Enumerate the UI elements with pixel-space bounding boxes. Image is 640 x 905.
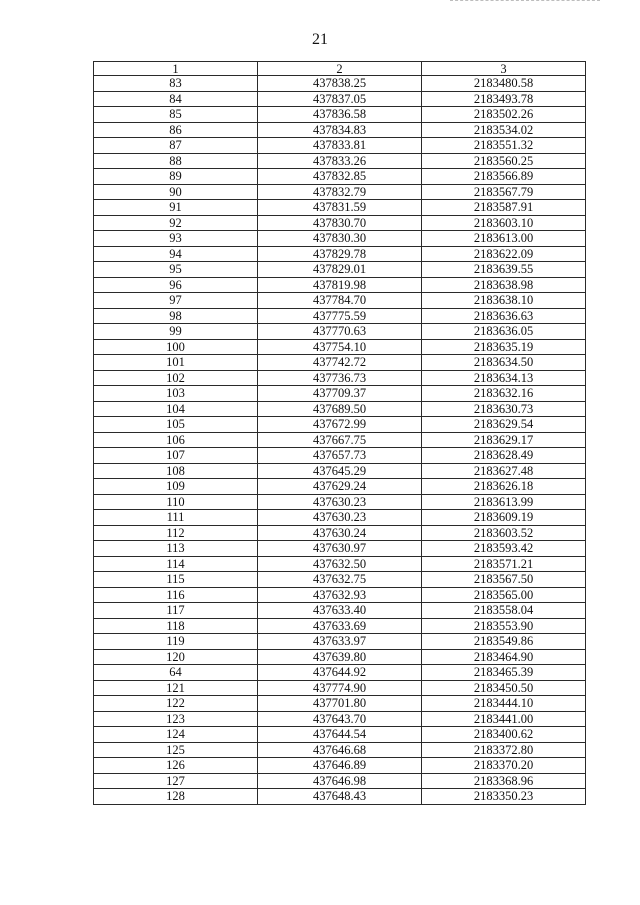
cell-point-number: 109 [94, 479, 258, 495]
cell-point-number: 86 [94, 122, 258, 138]
table-row [94, 742, 586, 758]
cell-point-number: 103 [94, 386, 258, 402]
cell-y-coordinate: 2183553.90 [422, 618, 586, 634]
table-row [94, 138, 586, 154]
table-row [94, 541, 586, 557]
table-row [94, 618, 586, 634]
cell-point-number: 104 [94, 401, 258, 417]
cell-y-coordinate: 2183622.09 [422, 246, 586, 262]
scan-artifact-line [450, 0, 600, 3]
cell-point-number: 121 [94, 680, 258, 696]
cell-x-coordinate: 437645.29 [258, 463, 422, 479]
cell-y-coordinate: 2183400.62 [422, 727, 586, 743]
cell-x-coordinate: 437630.23 [258, 494, 422, 510]
cell-y-coordinate: 2183634.50 [422, 355, 586, 371]
cell-y-coordinate: 2183558.04 [422, 603, 586, 619]
table-row [94, 153, 586, 169]
table-row [94, 417, 586, 433]
cell-x-coordinate: 437784.70 [258, 293, 422, 309]
cell-y-coordinate: 2183444.10 [422, 696, 586, 712]
cell-x-coordinate: 437646.89 [258, 758, 422, 774]
table-row [94, 293, 586, 309]
cell-point-number: 106 [94, 432, 258, 448]
cell-y-coordinate: 2183635.19 [422, 339, 586, 355]
cell-x-coordinate: 437644.92 [258, 665, 422, 681]
table-row [94, 432, 586, 448]
cell-y-coordinate: 2183464.90 [422, 649, 586, 665]
cell-y-coordinate: 2183613.00 [422, 231, 586, 247]
table-row [94, 510, 586, 526]
cell-x-coordinate: 437770.63 [258, 324, 422, 340]
cell-y-coordinate: 2183638.10 [422, 293, 586, 309]
cell-point-number: 85 [94, 107, 258, 123]
cell-point-number: 113 [94, 541, 258, 557]
cell-y-coordinate: 2183567.79 [422, 184, 586, 200]
cell-point-number: 125 [94, 742, 258, 758]
table-row [94, 494, 586, 510]
cell-x-coordinate: 437830.30 [258, 231, 422, 247]
cell-point-number: 112 [94, 525, 258, 541]
cell-y-coordinate: 2183629.17 [422, 432, 586, 448]
table-row [94, 76, 586, 92]
cell-y-coordinate: 2183628.49 [422, 448, 586, 464]
cell-point-number: 91 [94, 200, 258, 216]
cell-y-coordinate: 2183465.39 [422, 665, 586, 681]
cell-y-coordinate: 2183639.55 [422, 262, 586, 278]
cell-x-coordinate: 437630.97 [258, 541, 422, 557]
cell-y-coordinate: 2183630.73 [422, 401, 586, 417]
cell-x-coordinate: 437819.98 [258, 277, 422, 293]
cell-y-coordinate: 2183609.19 [422, 510, 586, 526]
cell-point-number: 126 [94, 758, 258, 774]
cell-x-coordinate: 437834.83 [258, 122, 422, 138]
cell-x-coordinate: 437646.98 [258, 773, 422, 789]
cell-point-number: 90 [94, 184, 258, 200]
cell-point-number: 96 [94, 277, 258, 293]
table-row [94, 339, 586, 355]
cell-point-number: 101 [94, 355, 258, 371]
cell-y-coordinate: 2183636.05 [422, 324, 586, 340]
table-row [94, 262, 586, 278]
cell-point-number: 117 [94, 603, 258, 619]
cell-x-coordinate: 437829.01 [258, 262, 422, 278]
cell-x-coordinate: 437832.85 [258, 169, 422, 185]
cell-x-coordinate: 437644.54 [258, 727, 422, 743]
cell-x-coordinate: 437837.05 [258, 91, 422, 107]
cell-x-coordinate: 437833.26 [258, 153, 422, 169]
table-row [94, 200, 586, 216]
cell-point-number: 128 [94, 789, 258, 805]
cell-y-coordinate: 2183372.80 [422, 742, 586, 758]
column-header-x: 2 [258, 62, 422, 76]
cell-point-number: 94 [94, 246, 258, 262]
cell-x-coordinate: 437832.79 [258, 184, 422, 200]
table-row [94, 727, 586, 743]
table-row [94, 184, 586, 200]
cell-y-coordinate: 2183549.86 [422, 634, 586, 650]
cell-x-coordinate: 437639.80 [258, 649, 422, 665]
cell-x-coordinate: 437829.78 [258, 246, 422, 262]
cell-x-coordinate: 437689.50 [258, 401, 422, 417]
table-row [94, 448, 586, 464]
table-row [94, 463, 586, 479]
cell-y-coordinate: 2183560.25 [422, 153, 586, 169]
table-row [94, 711, 586, 727]
table-row [94, 370, 586, 386]
table-row [94, 386, 586, 402]
cell-y-coordinate: 2183493.78 [422, 91, 586, 107]
table-row [94, 696, 586, 712]
cell-point-number: 84 [94, 91, 258, 107]
cell-point-number: 118 [94, 618, 258, 634]
table-row [94, 308, 586, 324]
cell-x-coordinate: 437630.24 [258, 525, 422, 541]
cell-y-coordinate: 2183626.18 [422, 479, 586, 495]
cell-x-coordinate: 437672.99 [258, 417, 422, 433]
cell-x-coordinate: 437754.10 [258, 339, 422, 355]
cell-point-number: 110 [94, 494, 258, 510]
table-header-row [94, 62, 586, 76]
table-row [94, 246, 586, 262]
cell-point-number: 124 [94, 727, 258, 743]
cell-x-coordinate: 437742.72 [258, 355, 422, 371]
cell-point-number: 116 [94, 587, 258, 603]
cell-point-number: 123 [94, 711, 258, 727]
cell-x-coordinate: 437632.93 [258, 587, 422, 603]
cell-x-coordinate: 437701.80 [258, 696, 422, 712]
table-row [94, 215, 586, 231]
cell-point-number: 89 [94, 169, 258, 185]
cell-point-number: 120 [94, 649, 258, 665]
table-row [94, 603, 586, 619]
cell-y-coordinate: 2183441.00 [422, 711, 586, 727]
cell-y-coordinate: 2183368.96 [422, 773, 586, 789]
cell-y-coordinate: 2183567.50 [422, 572, 586, 588]
cell-y-coordinate: 2183632.16 [422, 386, 586, 402]
table-row [94, 231, 586, 247]
table-row [94, 587, 586, 603]
cell-y-coordinate: 2183587.91 [422, 200, 586, 216]
table-row [94, 277, 586, 293]
cell-y-coordinate: 2183638.98 [422, 277, 586, 293]
table-row [94, 556, 586, 572]
cell-x-coordinate: 437831.59 [258, 200, 422, 216]
cell-point-number: 93 [94, 231, 258, 247]
cell-point-number: 119 [94, 634, 258, 650]
coordinates-table [93, 61, 586, 805]
cell-x-coordinate: 437643.70 [258, 711, 422, 727]
cell-point-number: 105 [94, 417, 258, 433]
cell-point-number: 99 [94, 324, 258, 340]
table-row [94, 634, 586, 650]
cell-y-coordinate: 2183593.42 [422, 541, 586, 557]
cell-point-number: 98 [94, 308, 258, 324]
cell-point-number: 83 [94, 76, 258, 92]
cell-y-coordinate: 2183450.50 [422, 680, 586, 696]
cell-x-coordinate: 437632.75 [258, 572, 422, 588]
cell-x-coordinate: 437632.50 [258, 556, 422, 572]
cell-y-coordinate: 2183603.52 [422, 525, 586, 541]
cell-point-number: 108 [94, 463, 258, 479]
table-row [94, 355, 586, 371]
cell-y-coordinate: 2183629.54 [422, 417, 586, 433]
table-row [94, 91, 586, 107]
cell-point-number: 115 [94, 572, 258, 588]
cell-y-coordinate: 2183566.89 [422, 169, 586, 185]
table-row [94, 324, 586, 340]
cell-x-coordinate: 437709.37 [258, 386, 422, 402]
cell-y-coordinate: 2183502.26 [422, 107, 586, 123]
cell-y-coordinate: 2183565.00 [422, 587, 586, 603]
table-row [94, 680, 586, 696]
cell-y-coordinate: 2183603.10 [422, 215, 586, 231]
cell-point-number: 122 [94, 696, 258, 712]
cell-x-coordinate: 437833.81 [258, 138, 422, 154]
table-row [94, 122, 586, 138]
cell-point-number: 114 [94, 556, 258, 572]
cell-x-coordinate: 437630.23 [258, 510, 422, 526]
table-row [94, 525, 586, 541]
cell-x-coordinate: 437836.58 [258, 107, 422, 123]
cell-point-number: 107 [94, 448, 258, 464]
cell-y-coordinate: 2183350.23 [422, 789, 586, 805]
table-row [94, 169, 586, 185]
cell-y-coordinate: 2183627.48 [422, 463, 586, 479]
cell-y-coordinate: 2183636.63 [422, 308, 586, 324]
cell-x-coordinate: 437657.73 [258, 448, 422, 464]
table-row [94, 773, 586, 789]
cell-point-number: 111 [94, 510, 258, 526]
cell-x-coordinate: 437629.24 [258, 479, 422, 495]
table-row [94, 401, 586, 417]
cell-y-coordinate: 2183571.21 [422, 556, 586, 572]
cell-point-number: 100 [94, 339, 258, 355]
cell-point-number: 97 [94, 293, 258, 309]
table-row [94, 789, 586, 805]
cell-x-coordinate: 437774.90 [258, 680, 422, 696]
cell-x-coordinate: 437667.75 [258, 432, 422, 448]
cell-y-coordinate: 2183534.02 [422, 122, 586, 138]
cell-y-coordinate: 2183613.99 [422, 494, 586, 510]
page-number: 21 [312, 31, 328, 48]
cell-y-coordinate: 2183480.58 [422, 76, 586, 92]
table-body [94, 76, 586, 805]
cell-x-coordinate: 437838.25 [258, 76, 422, 92]
table-row [94, 479, 586, 495]
table-row [94, 107, 586, 123]
cell-point-number: 102 [94, 370, 258, 386]
cell-point-number: 87 [94, 138, 258, 154]
table-row [94, 649, 586, 665]
cell-x-coordinate: 437648.43 [258, 789, 422, 805]
cell-point-number: 64 [94, 665, 258, 681]
table-row [94, 665, 586, 681]
table-row [94, 758, 586, 774]
column-header-point: 1 [94, 62, 258, 76]
cell-x-coordinate: 437633.69 [258, 618, 422, 634]
cell-x-coordinate: 437646.68 [258, 742, 422, 758]
cell-y-coordinate: 2183370.20 [422, 758, 586, 774]
cell-x-coordinate: 437830.70 [258, 215, 422, 231]
cell-x-coordinate: 437736.73 [258, 370, 422, 386]
cell-point-number: 95 [94, 262, 258, 278]
table-row [94, 572, 586, 588]
cell-y-coordinate: 2183551.32 [422, 138, 586, 154]
cell-x-coordinate: 437633.97 [258, 634, 422, 650]
cell-point-number: 127 [94, 773, 258, 789]
cell-point-number: 88 [94, 153, 258, 169]
cell-y-coordinate: 2183634.13 [422, 370, 586, 386]
cell-x-coordinate: 437633.40 [258, 603, 422, 619]
column-header-y: 3 [422, 62, 586, 76]
cell-x-coordinate: 437775.59 [258, 308, 422, 324]
cell-point-number: 92 [94, 215, 258, 231]
